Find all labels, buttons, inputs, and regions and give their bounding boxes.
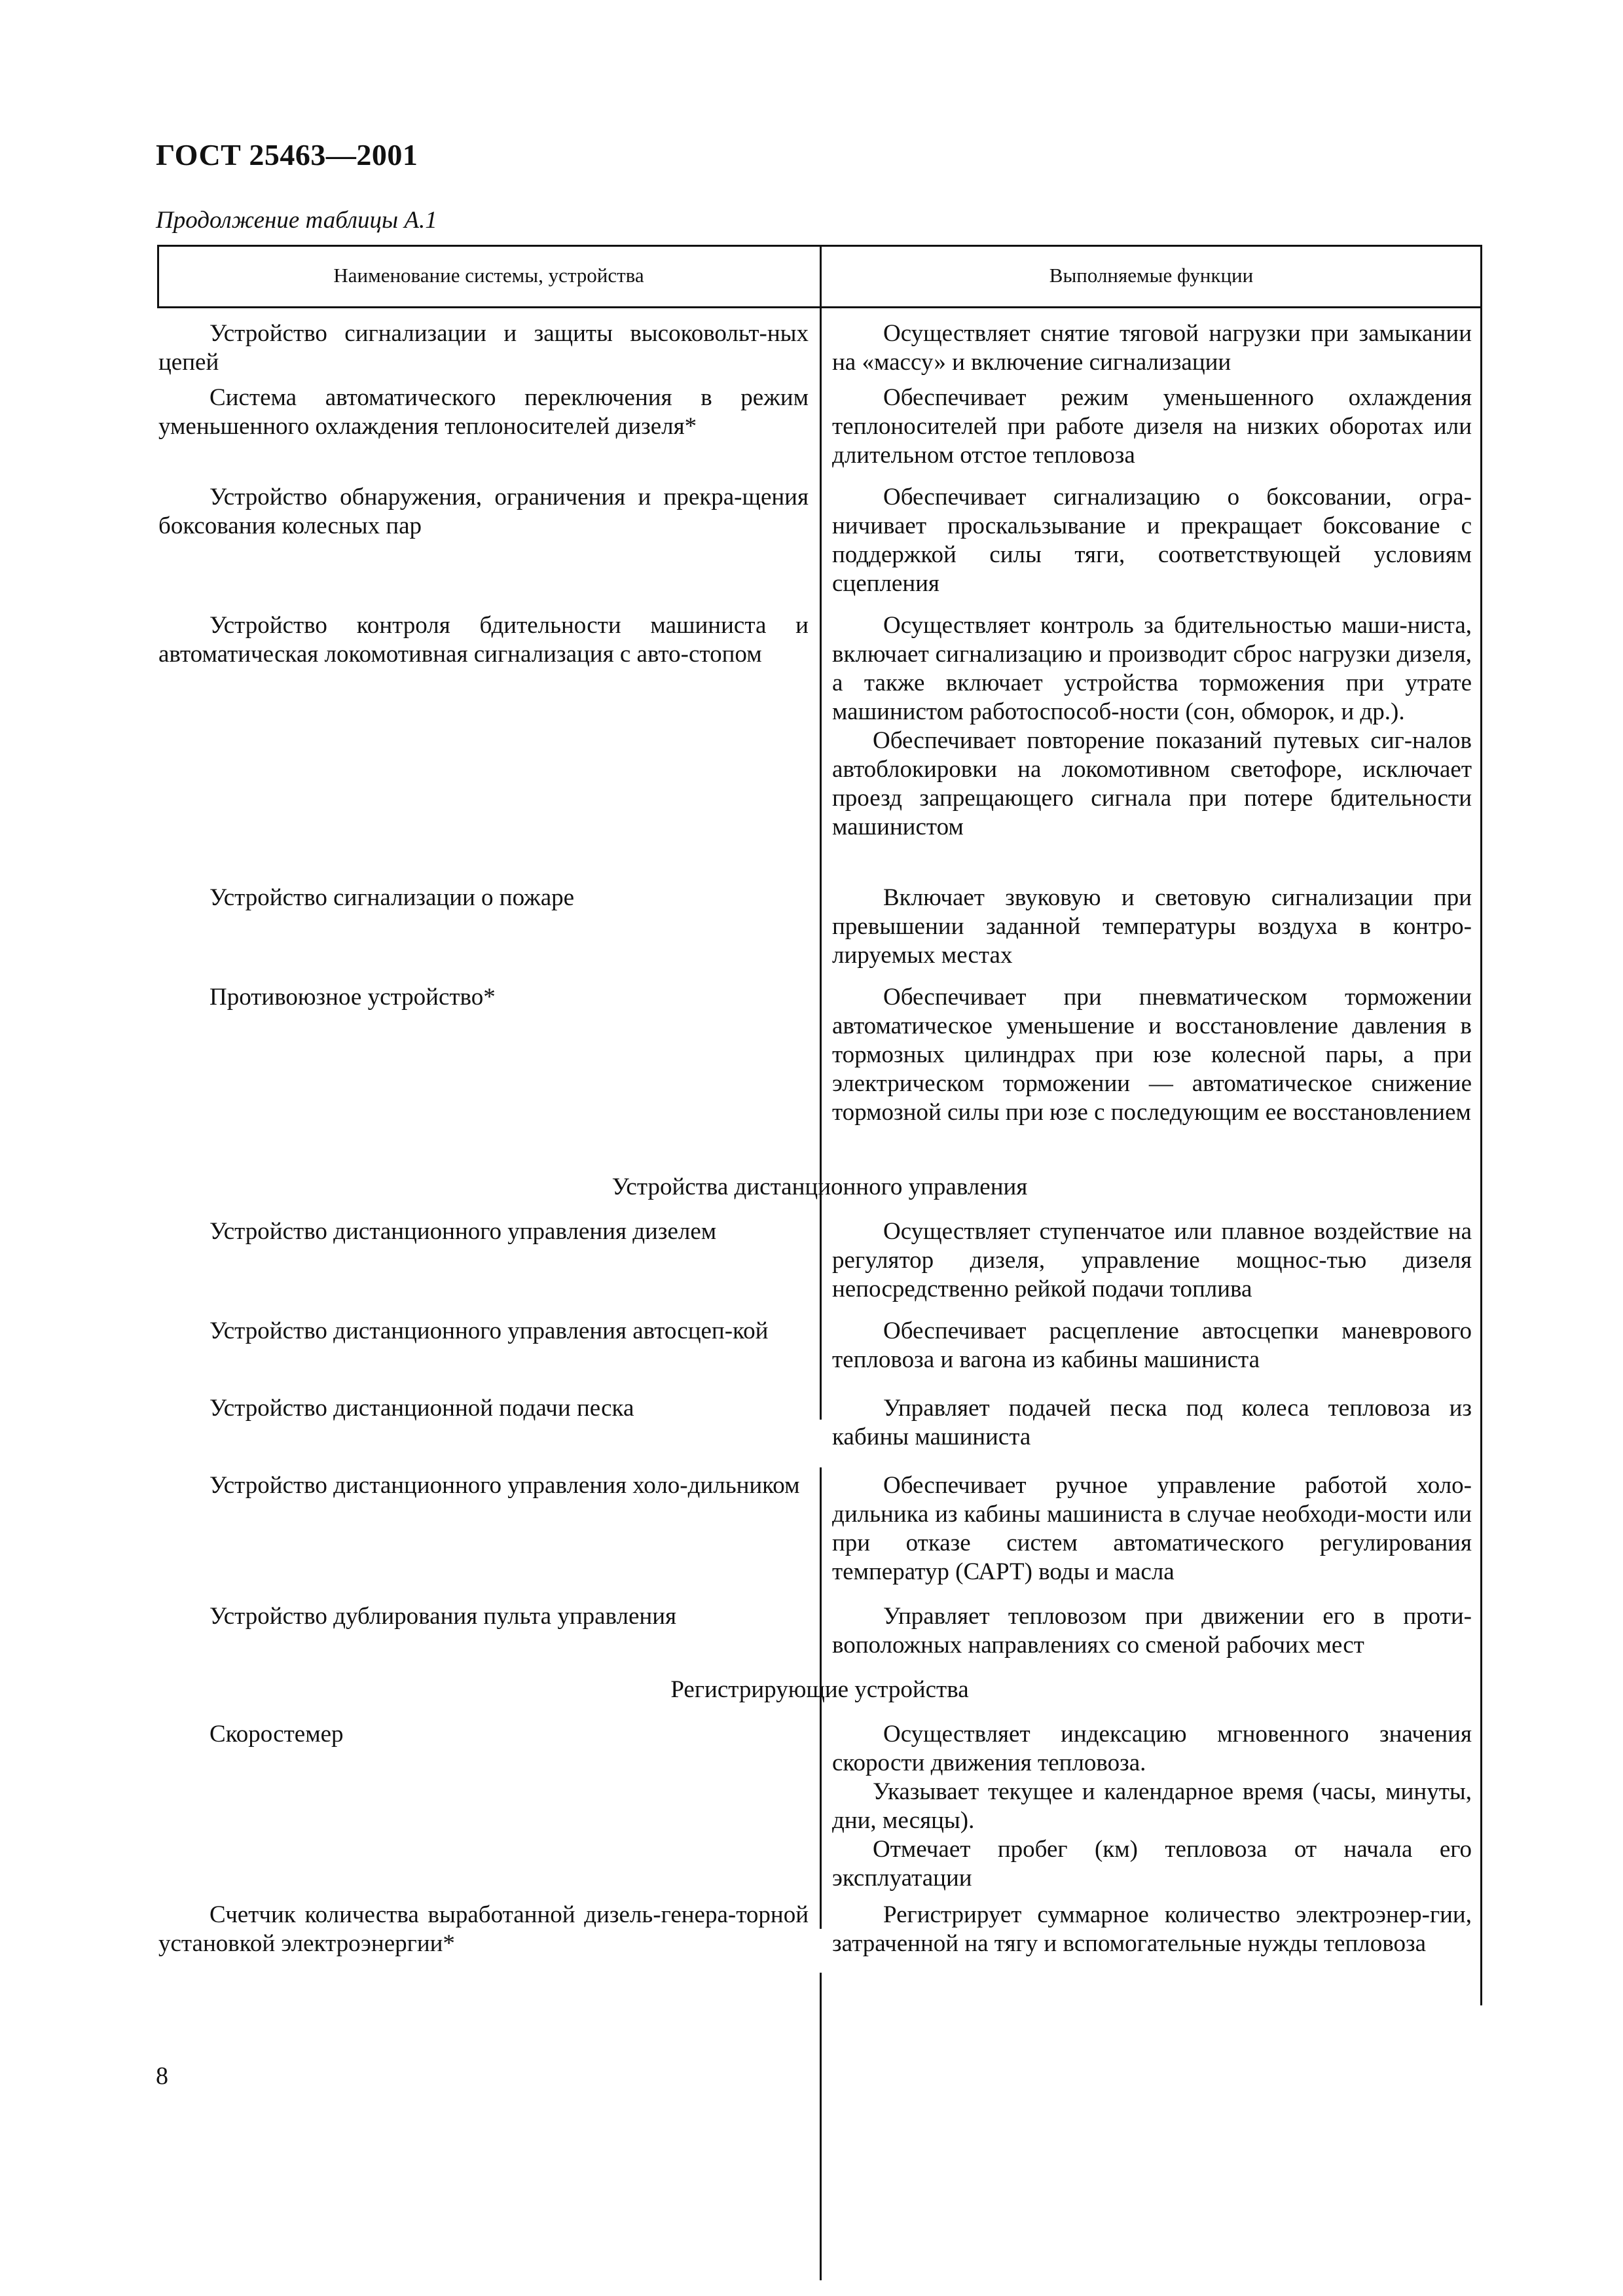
table-row (157, 611, 1482, 884)
function-text: Обеспечивает повторение показаний путевых сиг-налов автоблокировки на локомотивном светофоре, исключает проезд запрещающего сигнала при потере бдительности машинистом (832, 727, 1472, 840)
table-row (157, 1211, 1482, 1317)
function-text: Включает звуковую и световую сигнализации при превышении заданной температуры воздуха в контро-лируемых местах (832, 884, 1472, 969)
table-row (157, 306, 1482, 384)
function-text: Осуществляет ступенчатое или плавное воздействие на регулятор дизеля, управление мощнос-тью дизеля непосредственно рейкой подачи топлива (832, 1218, 1472, 1302)
table-row (157, 384, 1482, 483)
system-name: Система автоматического переключения в режим уменьшенного охлаждения теплоносителей дизеля* (158, 384, 809, 440)
function-text: Отмечает пробег (км) тепловоза от начала его эксплуатации (832, 1836, 1472, 1892)
function-text: Управляет тепловозом при движении его в проти-воположных направлениях со сменой рабочих мест (832, 1603, 1472, 1659)
function-text: Осуществляет индексацию мгновенного значения скорости движения тепловоза. (832, 1721, 1472, 1776)
function-text: Управляет подачей песка под колеса тепловоза из кабины машиниста (832, 1395, 1472, 1450)
system-name: Устройство обнаружения, ограничения и прекра-щения боксования колесных пар (158, 484, 809, 539)
table-row (157, 983, 1482, 1164)
system-name: Счетчик количества выработанной дизель-генера-торной установкой электроэнергии* (158, 1901, 809, 1957)
table-row (157, 483, 1482, 611)
table-row (157, 1317, 1482, 1394)
function-text: Регистрирует суммарное количество электроэнер-гии, затраченной на тягу и вспомогательные нужды тепловоза (832, 1901, 1472, 1957)
system-name: Скоростемер (210, 1721, 344, 1748)
system-name: Устройство дистанционной подачи песка (210, 1395, 634, 1422)
table-row (157, 1471, 1482, 1602)
table-row (157, 1713, 1482, 1901)
standard-title: ГОСТ 25463—2001 (156, 138, 418, 171)
table-row (157, 1602, 1482, 1666)
function-text: Обеспечивает расцепление автосцепки маневрового тепловоза и вагона из кабины машиниста (832, 1318, 1472, 1373)
page-number: 8 (156, 2062, 168, 2090)
table-row (157, 1394, 1482, 1471)
table-grid (157, 245, 1482, 1992)
section-row (157, 1666, 1482, 1713)
column-divider-3 (820, 1973, 822, 2280)
system-name: Устройство дистанционного управления автосцеп-кой (210, 1318, 769, 1344)
function-text: Указывает текущее и календарное время (часы, минуты, дни, месяцы). (832, 1778, 1472, 1834)
section-heading: Регистрирующие устройства (670, 1676, 969, 1703)
column-header-functions: Выполняемые функции (1049, 264, 1254, 287)
column-header-system: Наименование системы, устройства (333, 264, 644, 287)
system-name: Устройство сигнализации и защиты высоковольт-ных цепей (158, 320, 809, 376)
system-name: Устройство сигнализации о пожаре (210, 884, 575, 911)
table-row (157, 1901, 1482, 1992)
function-text: Обеспечивает режим уменьшенного охлаждения теплоносителей при работе дизеля на низких оборотах или длительном отстое тепловоза (832, 384, 1472, 469)
system-name: Устройство контроля бдительности машиниста и автоматическая локомотивная сигнализация с авто-стопом (158, 612, 809, 668)
system-name: Устройство дистанционного управления холо-дильником (210, 1472, 800, 1499)
function-text: Осуществляет контроль за бдительностью маши-ниста, включает сигнализацию и производит сброс нагрузки дизеля, а также включает устройства торможения при утрате машинистом работоспособ-ности (сон, обморок, и др.). (832, 612, 1472, 725)
section-heading: Устройства дистанционного управления (611, 1174, 1028, 1200)
function-text: Обеспечивает ручное управление работой холо-дильника из кабины машиниста в случае необходи-мости или при отказе систем автоматического регулирования температур (САРТ) воды и масла (832, 1472, 1472, 1585)
table-row (157, 884, 1482, 983)
function-text: Осуществляет снятие тяговой нагрузки при замыкании на «массу» и включение сигнализации (832, 320, 1472, 376)
system-name: Противоюзное устройство* (210, 984, 496, 1011)
system-name: Устройство дублирования пульта управления (210, 1603, 677, 1630)
section-row (157, 1164, 1482, 1211)
system-name: Устройство дистанционного управления дизелем (210, 1218, 717, 1245)
functions-table (157, 245, 1482, 2005)
function-text: Обеспечивает при пневматическом торможении автоматическое уменьшение и восстановление давления в тормозных цилиндрах при юзе колесной пары, а при электрическом торможении — автоматическое снижение тормозной силы при юзе с последующим ее восстановлением (832, 984, 1472, 1126)
function-text: Обеспечивает сигнализацию о боксовании, огра-ничивает проскальзывание и прекращает боксование с поддержкой силы тяги, соответствующей условиям сцепления (832, 484, 1472, 597)
table-caption: Продолжение таблицы А.1 (156, 207, 437, 234)
